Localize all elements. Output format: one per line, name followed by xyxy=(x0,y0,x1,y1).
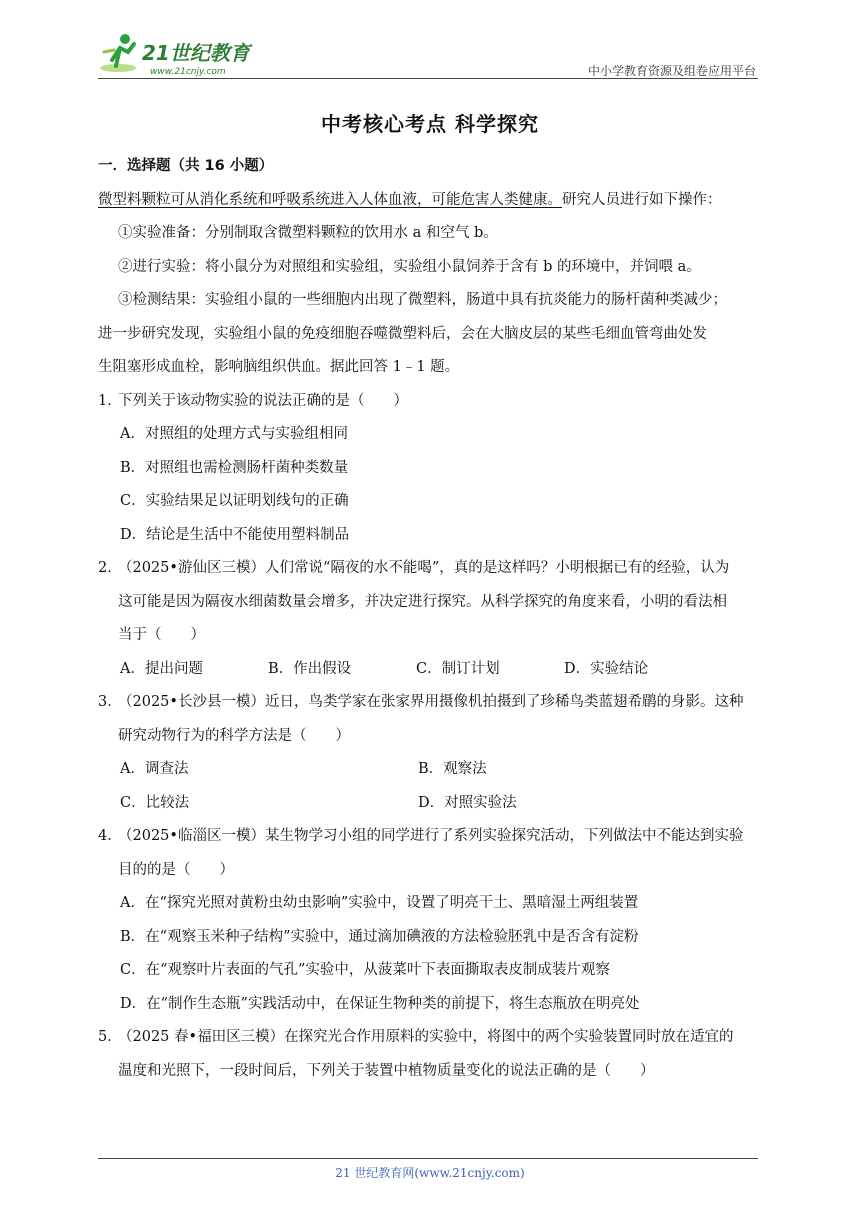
q3-stem-cont: 研究动物行为的科学方法是（ ） xyxy=(118,727,350,744)
question-stem: （2025•临淄区一模）某生物学习小组的同学进行了系列实验探究活动，下列做法中不能达到实验 xyxy=(118,828,744,844)
question-4 xyxy=(98,820,768,854)
question-3 xyxy=(98,686,768,720)
intro-rest: 研究人员进行如下操作： xyxy=(562,191,722,208)
question-stem: （2025•长沙县一模）近日，鸟类学家在张家界用摄像机拍摄到了珍稀鸟类蓝翅希鹛的身影。这种 xyxy=(118,694,744,710)
q4-option-c: C．在“观察叶片表面的气孔”实验中，从菠菜叶下表面撕取表皮制成装片观察 xyxy=(120,962,610,978)
q3-option-d: D．对照实验法 xyxy=(418,794,517,811)
platform-label: 中小学教育资源及组卷应用平台 xyxy=(587,64,756,78)
intro-step-2: ②进行实验：将小鼠分为对照组和实验组，实验组小鼠饲养于含有 b 的环境中，并饲喂 a。 xyxy=(118,258,701,275)
intro-line-1 xyxy=(98,184,768,218)
q2-option-d: D．实验结论 xyxy=(564,660,649,677)
intro-step-3-end: 生阻塞形成血栓，影响脑组织供血。据此回答 1﹣1 题。 xyxy=(98,359,460,375)
q2-option-c: C．制订计划 xyxy=(416,660,500,677)
q2-option-a: A．提出问题 xyxy=(120,660,203,677)
q2-options xyxy=(98,653,768,687)
question-stem: （2025 春•福田区三模）在探究光合作用原料的实验中，将图中的两个实验装置同时放在适宜的 xyxy=(118,1029,734,1045)
question-number: 1． xyxy=(98,392,122,409)
question-1 xyxy=(98,385,768,419)
footer-divider xyxy=(98,1158,758,1159)
q3-options-row-2 xyxy=(98,787,768,821)
q1-option-c: C．实验结果足以证明划线句的正确 xyxy=(120,493,349,509)
intro-step-3-cont: 进一步研究发现，实验组小鼠的免疫细胞吞噬微塑料后，会在大脑皮层的某些毛细血管弯曲处发 xyxy=(98,325,707,342)
section-heading: 一．选择题（共 16 小题） xyxy=(98,158,274,174)
q2-stem-cont: 这可能是因为隔夜水细菌数量会增多，并决定进行探究。从科学探究的角度来看，小明的看法相 xyxy=(118,593,727,610)
question-number: 5． xyxy=(98,1029,122,1045)
q4-option-a: A．在“探究光照对黄粉虫幼虫影响”实验中，设置了明亮干土、黑暗湿土两组装置 xyxy=(120,895,639,911)
question-number: 2． xyxy=(98,560,122,576)
intro-step-3: ③检测结果：实验组小鼠的一些细胞内出现了微塑料，肠道中具有抗炎能力的肠杆菌种类减少； xyxy=(118,292,727,308)
question-stem: 下列关于该动物实验的说法正确的是（ ） xyxy=(118,392,408,409)
q4-stem-cont: 目的的是（ ） xyxy=(118,861,234,878)
document-body xyxy=(98,150,768,1088)
q4-option-b: B．在“观察玉米种子结构”实验中，通过滴加碘液的方法检验胚乳中是否含有淀粉 xyxy=(120,928,639,945)
q4-option-d: D．在“制作生态瓶”实践活动中，在保证生物种类的前提下，将生态瓶放在明亮处 xyxy=(120,995,640,1012)
logo-url: www.21cnjy.com xyxy=(150,67,226,77)
header-divider xyxy=(98,78,758,79)
question-5 xyxy=(98,1021,768,1055)
q3-option-b: B．观察法 xyxy=(418,761,487,777)
q1-option-b: B．对照组也需检测肠杆菌种类数量 xyxy=(120,459,349,476)
q3-option-a: A．调查法 xyxy=(120,761,189,777)
intro-underlined: 微型料颗粒可从消化系统和呼吸系统进入人体血液，可能危害人类健康。 xyxy=(98,191,562,208)
q2-stem-end: 当于（ ） xyxy=(118,627,205,643)
question-stem: （2025•游仙区三模）人们常说“隔夜的水不能喝”，真的是这样吗？小明根据已有的经验，认为 xyxy=(118,560,730,576)
question-number: 3． xyxy=(98,694,122,710)
logo-text: 21世纪教育 xyxy=(142,41,250,65)
q3-options-row-1 xyxy=(98,753,768,787)
page-header xyxy=(98,30,758,78)
footer-text: 21 世纪教育网(www.21cnjy.com) xyxy=(335,1166,525,1180)
intro-step-1: ①实验准备：分别制取含微塑料颗粒的饮用水 a 和空气 b。 xyxy=(118,225,498,241)
question-2 xyxy=(98,552,768,586)
question-number: 4． xyxy=(98,828,122,844)
logo-21cnjy xyxy=(98,30,268,78)
q2-option-b: B．作出假设 xyxy=(268,660,352,677)
page-title: 中考核心考点 科学探究 xyxy=(321,112,539,136)
q3-option-c: C．比较法 xyxy=(120,794,190,811)
q1-option-a: A．对照组的处理方式与实验组相同 xyxy=(120,426,348,442)
q1-option-d: D．结论是生活中不能使用塑料制品 xyxy=(120,526,350,543)
q5-stem-cont: 温度和光照下，一段时间后，下列关于装置中植物质量变化的说法正确的是（ ） xyxy=(118,1062,655,1079)
